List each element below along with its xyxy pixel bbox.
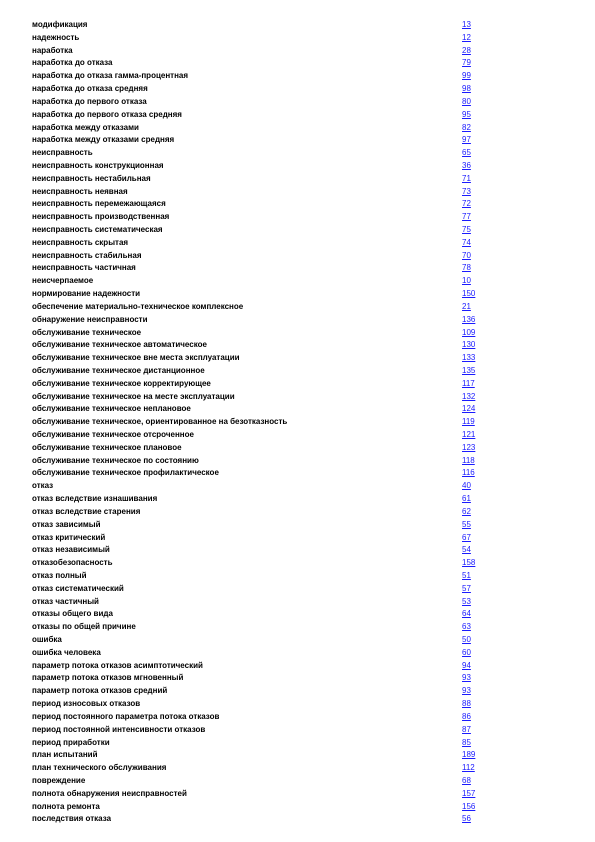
index-term: неисчерпаемое bbox=[32, 276, 94, 286]
index-entry bbox=[32, 749, 492, 762]
index-term: обслуживание техническое автоматическое bbox=[32, 340, 207, 350]
index-entry bbox=[32, 775, 492, 788]
page-number-link[interactable]: 54 bbox=[462, 545, 471, 555]
index-entry bbox=[32, 762, 492, 775]
page-number-link[interactable]: 135 bbox=[462, 365, 476, 375]
index-entry bbox=[32, 83, 492, 96]
index-term: обслуживание техническое на месте эксплуатации bbox=[32, 391, 235, 401]
index-entry bbox=[32, 96, 492, 109]
page-number-link[interactable]: 12 bbox=[462, 32, 471, 42]
index-entry bbox=[32, 480, 492, 493]
page-number-link[interactable]: 82 bbox=[462, 122, 471, 132]
index-term: обнаружение неисправности bbox=[32, 314, 148, 324]
index-entry bbox=[32, 442, 492, 455]
index-term: наработка между отказами bbox=[32, 122, 139, 132]
index-term: обслуживание техническое дистанционное bbox=[32, 365, 205, 375]
index-term: неисправность конструкционная bbox=[32, 160, 164, 170]
index-term: отказ вследствие старения bbox=[32, 506, 141, 516]
index-entry bbox=[32, 19, 492, 32]
index-term: ошибка человека bbox=[32, 647, 101, 657]
page-number-link[interactable]: 67 bbox=[462, 532, 471, 542]
page-number-link[interactable]: 63 bbox=[462, 622, 471, 632]
index-entry bbox=[32, 532, 492, 545]
index-entry bbox=[32, 621, 492, 634]
page-number-link[interactable]: 77 bbox=[462, 212, 471, 222]
index-entry bbox=[32, 186, 492, 199]
page-number-link[interactable]: 87 bbox=[462, 724, 471, 734]
index-entry bbox=[32, 737, 492, 750]
index-term: параметр потока отказов мгновенный bbox=[32, 673, 184, 683]
index-entry bbox=[32, 403, 492, 416]
page-number-link[interactable]: 68 bbox=[462, 775, 471, 785]
index-term: наработка между отказами средняя bbox=[32, 135, 175, 145]
index-entry bbox=[32, 467, 492, 480]
page-number-link[interactable]: 72 bbox=[462, 199, 471, 209]
page-number-link[interactable]: 112 bbox=[462, 763, 475, 773]
index-term: обслуживание техническое, ориентированное на безотказность bbox=[32, 417, 288, 427]
index-entry bbox=[32, 724, 492, 737]
index-term: обслуживание техническое отсроченное bbox=[32, 430, 194, 439]
index-entry bbox=[32, 45, 492, 58]
page-number-link[interactable]: 80 bbox=[462, 96, 471, 106]
index-entry bbox=[32, 147, 492, 160]
index-entry bbox=[32, 813, 492, 826]
index-term: отказ независимый bbox=[32, 545, 110, 555]
index-term: неисправность стабильная bbox=[32, 250, 142, 260]
index-entry bbox=[32, 160, 492, 173]
page-number-link[interactable]: 53 bbox=[462, 596, 471, 606]
index-entry bbox=[32, 301, 492, 314]
page-number-link[interactable]: 56 bbox=[462, 814, 471, 824]
page-number-link[interactable]: 99 bbox=[462, 71, 471, 81]
index-term: повреждение bbox=[32, 775, 86, 785]
page-number-link[interactable]: 132 bbox=[462, 391, 476, 401]
index-entry bbox=[32, 711, 492, 724]
index-term: обслуживание техническое вне места эксплуатации bbox=[32, 353, 240, 363]
index-entry bbox=[32, 134, 492, 147]
index-term: отказ критический bbox=[32, 532, 106, 542]
index-entry bbox=[32, 685, 492, 698]
page-number-link[interactable]: 109 bbox=[462, 327, 476, 337]
page-number-link[interactable]: 98 bbox=[462, 84, 471, 94]
page-number-link[interactable]: 21 bbox=[462, 301, 471, 311]
page-number-link[interactable]: 51 bbox=[462, 570, 471, 580]
index-entry bbox=[32, 378, 492, 391]
index-term: наработка до первого отказа средняя bbox=[32, 109, 182, 119]
page-number-link[interactable]: 73 bbox=[462, 186, 471, 196]
page-number-link[interactable]: 189 bbox=[462, 750, 476, 760]
page-number-link[interactable]: 88 bbox=[462, 699, 471, 709]
index-term: ошибка bbox=[32, 635, 62, 644]
index-entry bbox=[32, 365, 492, 378]
page-number-link[interactable]: 93 bbox=[462, 673, 471, 683]
index-entry bbox=[32, 173, 492, 186]
page-number-link[interactable]: 36 bbox=[462, 160, 471, 170]
page-number-link[interactable]: 93 bbox=[462, 686, 471, 696]
page-number-link[interactable]: 95 bbox=[462, 109, 471, 119]
index-entry bbox=[32, 122, 492, 135]
index-entry bbox=[32, 647, 492, 660]
index-term: отказобезопасность bbox=[32, 558, 113, 568]
page-number-link[interactable]: 10 bbox=[462, 276, 471, 286]
index-entry bbox=[32, 557, 492, 570]
index-entry bbox=[32, 672, 492, 685]
page-number-link[interactable]: 118 bbox=[462, 455, 475, 465]
index-entry bbox=[32, 506, 492, 519]
index-term: отказ систематический bbox=[32, 583, 124, 593]
index-entry bbox=[32, 109, 492, 122]
page-number-link[interactable]: 79 bbox=[462, 58, 471, 68]
index-entry bbox=[32, 352, 492, 365]
index-term: наработка до отказа гамма-процентная bbox=[32, 71, 189, 81]
page-number-link[interactable]: 124 bbox=[462, 404, 476, 414]
page-number-link[interactable]: 40 bbox=[462, 481, 471, 491]
index-entry bbox=[32, 57, 492, 70]
index-term: последствия отказа bbox=[32, 814, 112, 824]
index-term: период износовых отказов bbox=[32, 699, 141, 709]
index-entry bbox=[32, 237, 492, 250]
index-term: отказ полный bbox=[32, 570, 87, 580]
index-term: полнота ремонта bbox=[32, 801, 100, 811]
index-list bbox=[32, 19, 492, 826]
page-number-link[interactable]: 50 bbox=[462, 635, 471, 644]
index-entry bbox=[32, 198, 492, 211]
index-entry bbox=[32, 608, 492, 621]
index-entry bbox=[32, 544, 492, 557]
page-number-link[interactable]: 71 bbox=[462, 173, 471, 183]
index-entry bbox=[32, 250, 492, 263]
page-number-link[interactable]: 94 bbox=[462, 660, 471, 670]
page-number-link[interactable]: 133 bbox=[462, 353, 476, 363]
page-number-link[interactable]: 57 bbox=[462, 583, 471, 593]
index-term: неисправность неявная bbox=[32, 186, 128, 196]
index-term: наработка до отказа средняя bbox=[32, 84, 148, 94]
index-term: неисправность систематическая bbox=[32, 225, 163, 234]
page-number-link[interactable]: 97 bbox=[462, 135, 471, 145]
index-entry bbox=[32, 391, 492, 404]
index-entry bbox=[32, 429, 492, 442]
page-number-link[interactable]: 136 bbox=[462, 314, 476, 324]
index-term: надежность bbox=[32, 32, 80, 42]
index-term: полнота обнаружения неисправностей bbox=[32, 788, 187, 798]
index-term: наработка до отказа bbox=[32, 58, 113, 68]
index-entry bbox=[32, 327, 492, 340]
page-number-link[interactable]: 119 bbox=[462, 417, 475, 427]
index-term: план технического обслуживания bbox=[32, 763, 167, 773]
index-term: период приработки bbox=[32, 737, 110, 747]
index-entry bbox=[32, 275, 492, 288]
page-number-link[interactable]: 86 bbox=[462, 711, 471, 721]
index-term: неисправность bbox=[32, 148, 93, 158]
page-number-link[interactable]: 55 bbox=[462, 519, 471, 529]
page-number-link[interactable]: 61 bbox=[462, 494, 471, 504]
index-entry bbox=[32, 583, 492, 596]
page-number-link[interactable]: 123 bbox=[462, 442, 476, 452]
index-term: неисправность скрытая bbox=[32, 237, 129, 247]
index-term: период постоянного параметра потока отказов bbox=[32, 711, 220, 721]
index-term: отказы по общей причине bbox=[32, 622, 136, 632]
page-number-link[interactable]: 62 bbox=[462, 506, 471, 516]
page-number-link[interactable]: 85 bbox=[462, 737, 471, 747]
index-term: наработка bbox=[32, 45, 73, 55]
index-term: обслуживание техническое неплановое bbox=[32, 404, 191, 414]
index-entry bbox=[32, 801, 492, 814]
page-number-link[interactable]: 60 bbox=[462, 647, 471, 657]
index-term: неисправность перемежающаяся bbox=[32, 199, 166, 209]
index-term: план испытаний bbox=[32, 750, 98, 760]
index-term: параметр потока отказов средний bbox=[32, 686, 168, 696]
index-term: обслуживание техническое bbox=[32, 327, 142, 337]
index-term: период постоянной интенсивности отказов bbox=[32, 724, 206, 734]
index-entry bbox=[32, 70, 492, 83]
page-number-link[interactable]: 130 bbox=[462, 340, 476, 350]
page-number-link[interactable]: 150 bbox=[462, 289, 476, 299]
index-term: наработка до первого отказа bbox=[32, 96, 147, 106]
index-term: нормирование надежности bbox=[32, 289, 141, 299]
page-number-link[interactable]: 74 bbox=[462, 237, 471, 247]
page-number-link[interactable]: 70 bbox=[462, 250, 471, 260]
page-number-link[interactable]: 158 bbox=[462, 558, 476, 568]
index-entry bbox=[32, 455, 492, 468]
index-term: обеспечение материально-техническое комплексное bbox=[32, 301, 244, 311]
index-entry bbox=[32, 570, 492, 583]
index-term: модификация bbox=[32, 20, 88, 29]
index-entry bbox=[32, 596, 492, 609]
index-entry bbox=[32, 519, 492, 532]
index-term: отказ bbox=[32, 481, 54, 491]
page-number-link[interactable]: 117 bbox=[462, 378, 475, 388]
index-entry bbox=[32, 211, 492, 224]
page-number-link[interactable]: 64 bbox=[462, 609, 471, 619]
index-entry bbox=[32, 262, 492, 275]
page-number-link[interactable]: 78 bbox=[462, 263, 471, 273]
page-number-link[interactable]: 65 bbox=[462, 148, 471, 158]
index-term: обслуживание техническое корректирующее bbox=[32, 378, 211, 388]
index-entry bbox=[32, 339, 492, 352]
index-entry bbox=[32, 788, 492, 801]
index-entry bbox=[32, 660, 492, 673]
index-entry bbox=[32, 698, 492, 711]
index-entry bbox=[32, 32, 492, 45]
index-term: отказ зависимый bbox=[32, 519, 101, 529]
index-entry bbox=[32, 224, 492, 237]
index-entry bbox=[32, 288, 492, 301]
index-term: обслуживание техническое по состоянию bbox=[32, 455, 199, 465]
page-number-link[interactable]: 116 bbox=[462, 468, 475, 478]
page-number-link[interactable]: 75 bbox=[462, 225, 471, 234]
page-number-link[interactable]: 13 bbox=[462, 20, 471, 29]
page-number-link[interactable]: 156 bbox=[462, 801, 476, 811]
index-entry bbox=[32, 416, 492, 429]
index-term: отказ частичный bbox=[32, 596, 99, 606]
index-term: неисправность производственная bbox=[32, 212, 170, 222]
index-term: неисправность нестабильная bbox=[32, 173, 151, 183]
index-term: обслуживание техническое плановое bbox=[32, 442, 182, 452]
index-entry bbox=[32, 493, 492, 506]
page-number-link[interactable]: 28 bbox=[462, 45, 471, 55]
index-term: отказ вследствие изнашивания bbox=[32, 494, 158, 504]
index-term: отказы общего вида bbox=[32, 609, 113, 619]
index-entry bbox=[32, 314, 492, 327]
index-term: обслуживание техническое профилактическое bbox=[32, 468, 219, 478]
index-term: параметр потока отказов асимптотический bbox=[32, 660, 203, 670]
index-entry bbox=[32, 634, 492, 647]
index-term: неисправность частичная bbox=[32, 263, 136, 273]
page-number-link[interactable]: 121 bbox=[462, 430, 476, 439]
page-number-link[interactable]: 157 bbox=[462, 788, 476, 798]
